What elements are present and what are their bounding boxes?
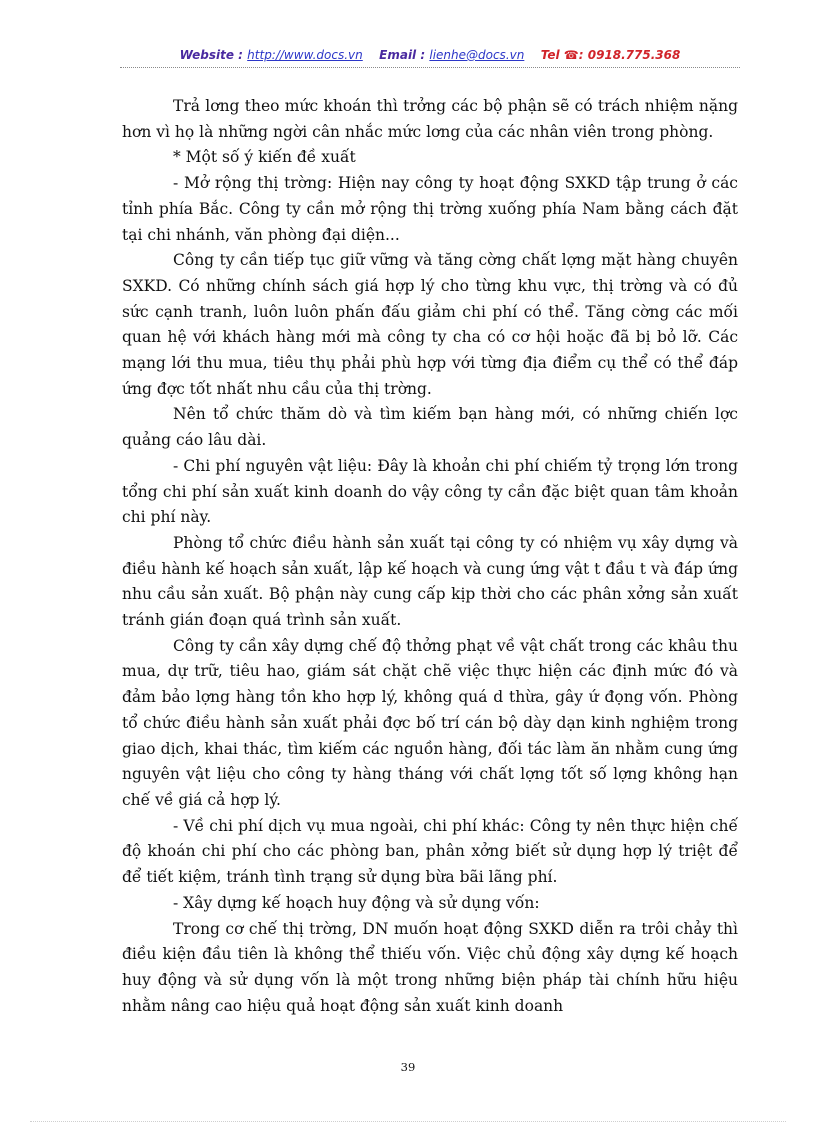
footer-divider: [30, 1121, 786, 1122]
phone-number: : 0918.775.368: [578, 48, 681, 62]
paragraph: Trong cơ chế thị trờng, DN muốn hoạt động SXKD diễn ra trôi chảy thì điều kiện đầu tiên là không thể thiếu vốn. Việc chủ động xây dựng kế hoạch huy động và sử dụng vốn là một trong những biện pháp tài chính hữu hiệu nhằm nâng cao hiệu quả hoạt động sản xuất kinh doanh: [122, 919, 738, 1015]
page-header: [120, 48, 740, 62]
email-label: Email: [379, 48, 417, 62]
header-divider: [120, 67, 740, 68]
website-label: Website: [179, 48, 234, 62]
email-link[interactable]: lienhe@docs.vn: [429, 48, 525, 62]
phone-icon: ☎: [563, 48, 579, 62]
paragraph: Công ty cần tiếp tục giữ vững và tăng cờng chất lợng mặt hàng chuyên SXKD. Có những chính sách giá hợp lý cho từng khu vực, thị trờng và có đủ sức cạnh tranh, luôn luôn phấn đấu giảm chi phí có thể. Tăng cờng các mối quan hệ với khách hàng mới mà công ty cha có cơ hội hoặc đã bị bỏ lỡ. Các mạng lới thu mua, tiêu thụ phải phù hợp với từng địa điểm cụ thể có thể đáp ứng đợc tốt nhất nhu cầu của thị trờng.: [122, 251, 738, 398]
paragraph: - Mở rộng thị trờng: Hiện nay công ty hoạt động SXKD tập trung ở các tỉnh phía Bắc. Công ty cần mở rộng thị trờng xuống phía Nam bằng cách đặt tại chi nhánh, văn phòng đại diện...: [122, 174, 738, 244]
paragraph: * Một số ý kiến đề xuất: [173, 148, 356, 167]
paragraph: Nên tổ chức thăm dò và tìm kiếm bạn hàng mới, có những chiến lợc quảng cáo lâu dài.: [122, 405, 738, 450]
document-body: [122, 94, 738, 1019]
website-separator: :: [238, 48, 243, 62]
website-link[interactable]: http://www.docs.vn: [247, 48, 363, 62]
email-separator: :: [420, 48, 426, 62]
paragraph: Trả lơng theo mức khoán thì trởng các bộ phận sẽ có trách nhiệm nặng hơn vì họ là những ngời cân nhắc mức lơng của các nhân viên trong phòng.: [122, 97, 738, 141]
tel-label: Tel: [540, 48, 560, 62]
paragraph: Công ty cần xây dựng chế độ thởng phạt về vật chất trong các khâu thu mua, dự trữ, tiêu hao, giám sát chặt chẽ việc thực hiện các định mức đó và đảm bảo lợng hàng tồn kho hợp lý, không quá d thừa, gây ứ đọng vốn. Phòng tổ chức điều hành sản xuất phải đợc bố trí cán bộ dày dạn kinh nghiệm trong giao dịch, khai thác, tìm kiếm các nguồn hàng, đối tác làm ăn nhằm cung ứng nguyên vật liệu cho công ty hàng tháng với chất lợng tốt số lợng không hạn chế về giá cả hợp lý.: [122, 636, 738, 809]
paragraph: Phòng tổ chức điều hành sản xuất tại công ty có nhiệm vụ xây dựng và điều hành kế hoạch sản xuất, lập kế hoạch và cung ứng vật t đầu t và đáp ứng nhu cầu sản xuất. Bộ phận này cung cấp kịp thời cho các phân xởng sản xuất tránh gián đoạn quá trình sản xuất.: [122, 533, 738, 630]
paragraph: - Xây dựng kế hoạch huy động và sử dụng vốn:: [173, 893, 540, 912]
paragraph: - Chi phí nguyên vật liệu: Đây là khoản chi phí chiếm tỷ trọng lớn trong tổng chi phí sản xuất kinh doanh do vậy công ty cần đặc biệt quan tâm khoản chi phí này.: [122, 456, 738, 527]
page-number: 39: [400, 1060, 416, 1074]
paragraph: - Về chi phí dịch vụ mua ngoài, chi phí khác: Công ty nên thực hiện chế độ khoán chi phí cho các phòng ban, phân xởng biết sử dụng hợp lý triệt để để tiết kiệm, tránh tình trạng sử dụng bừa bãi lãng phí.: [122, 816, 738, 887]
